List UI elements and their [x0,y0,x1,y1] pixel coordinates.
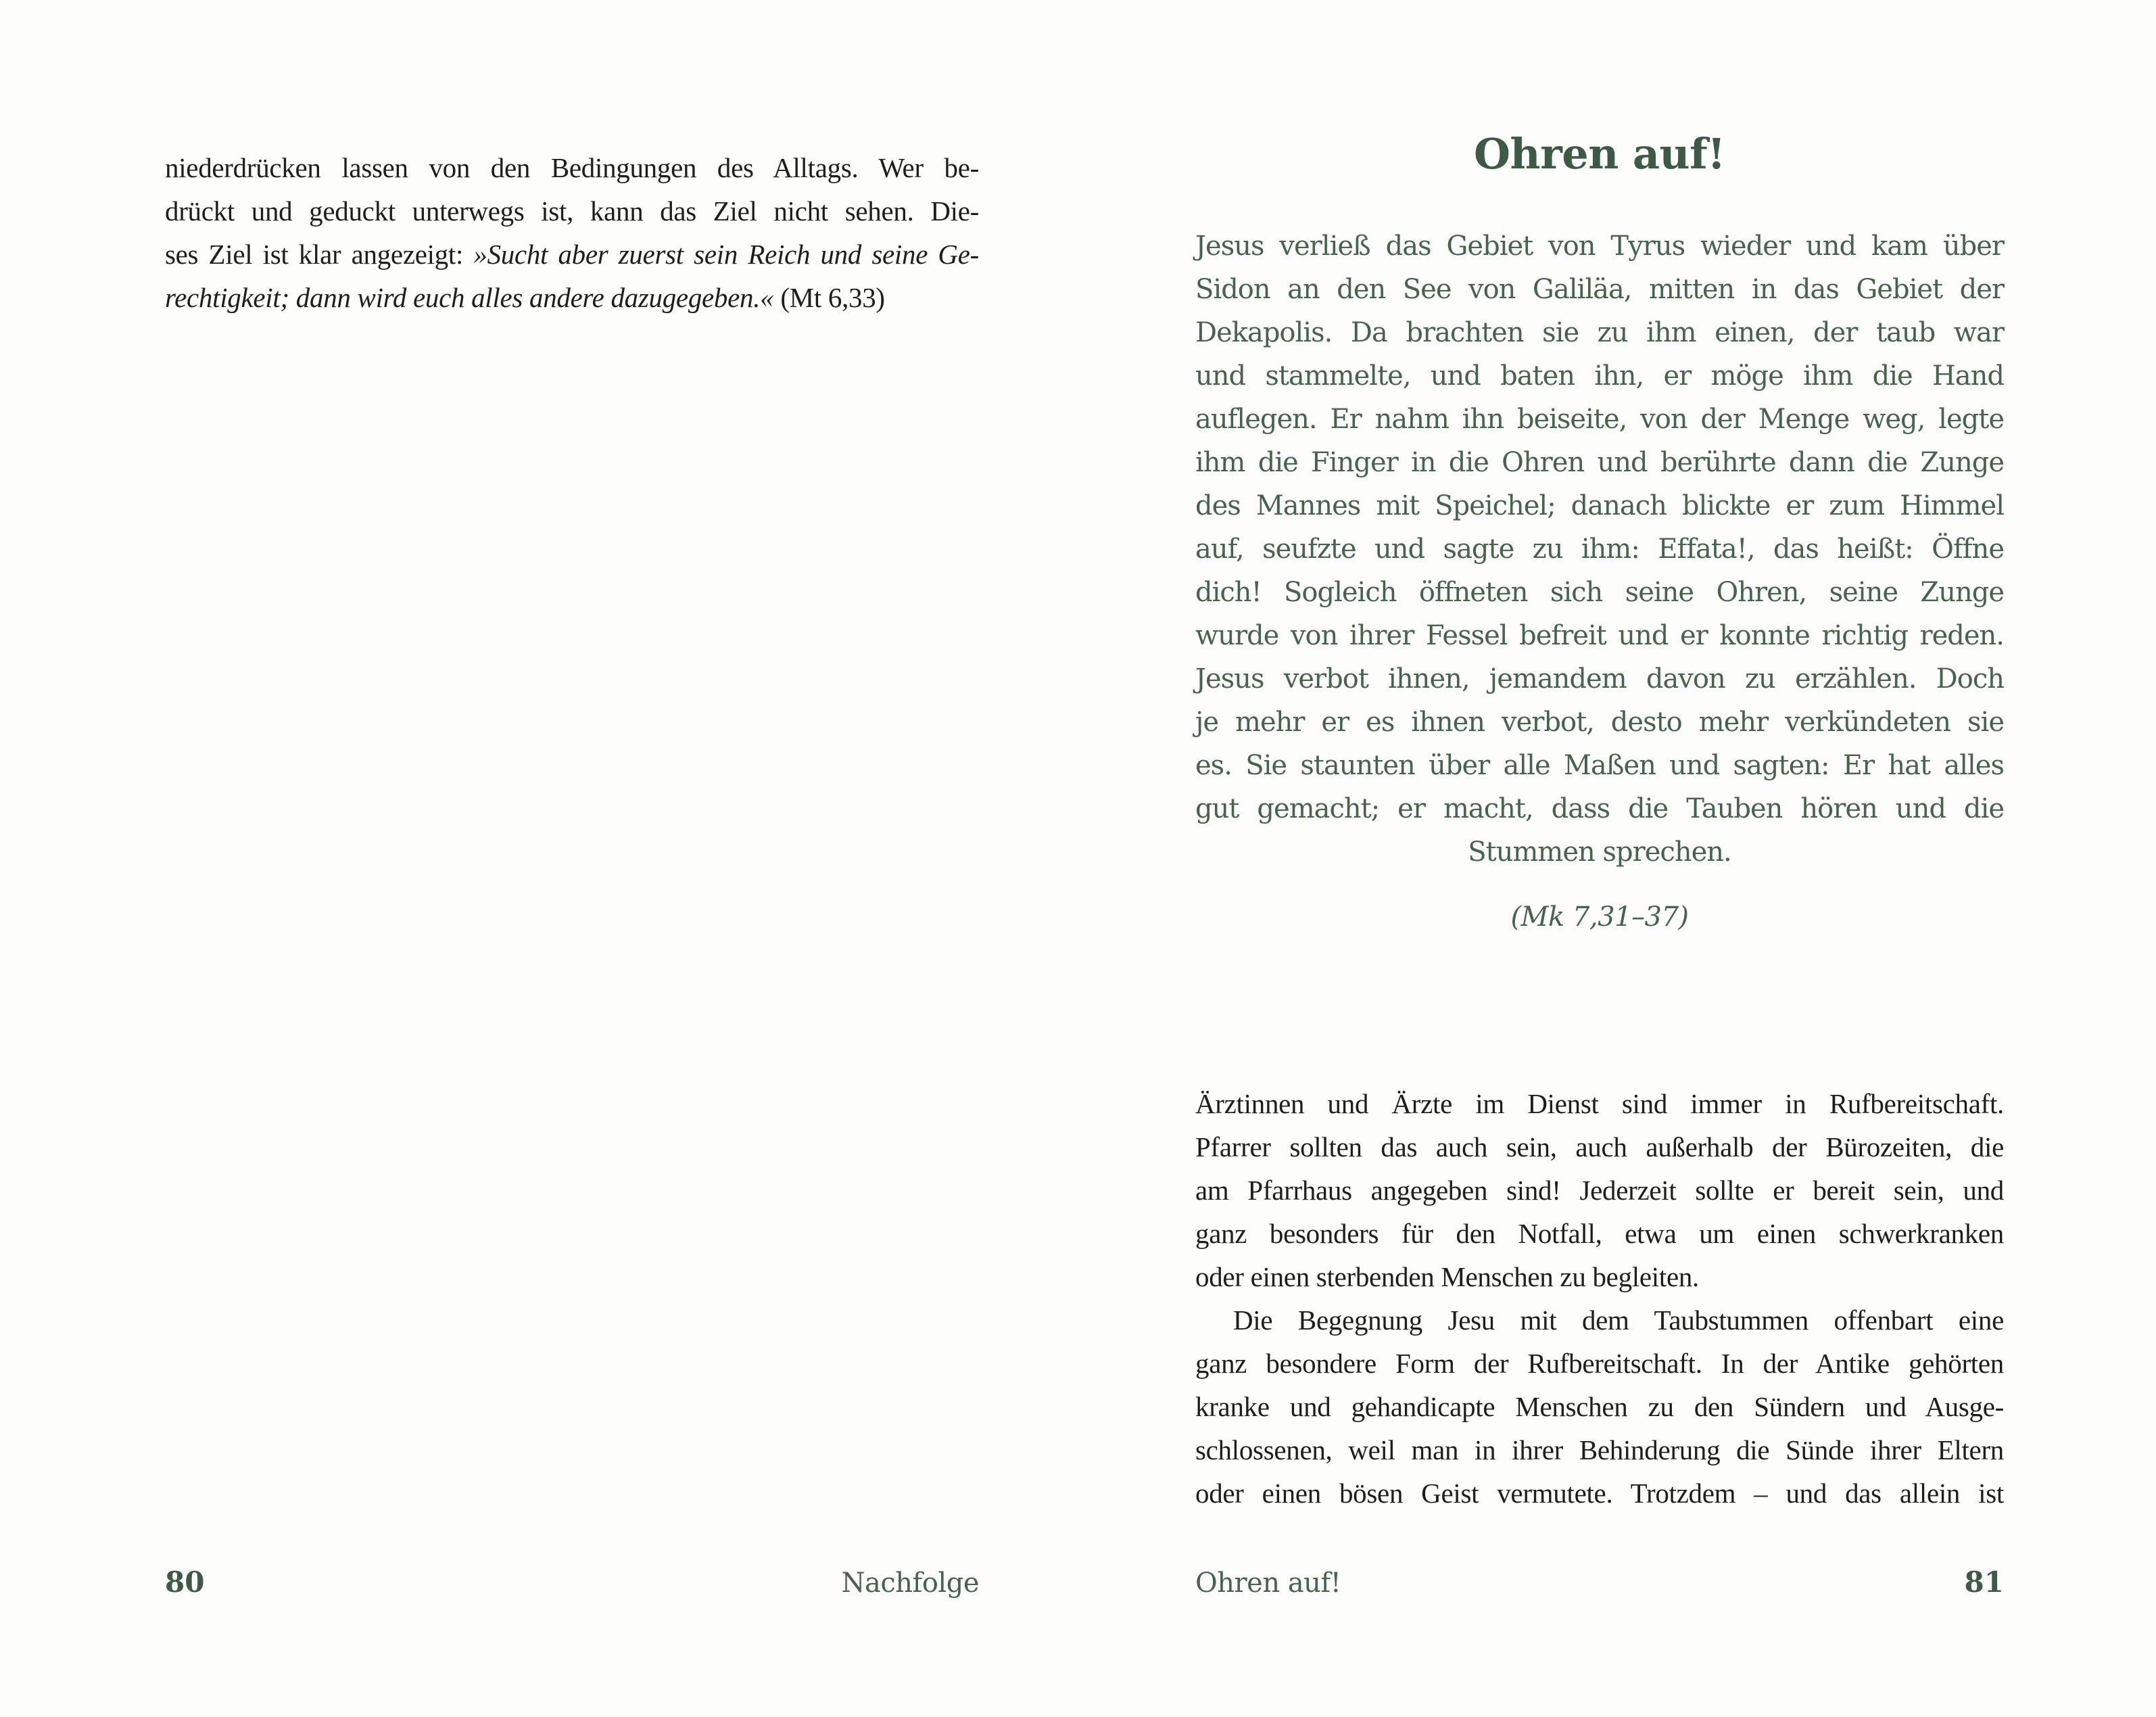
text-segment: Jesus verbot ihnen, jemandem davon zu erzählen. Doch [1195,663,2004,695]
page-number-left: 80 [165,1566,205,1599]
text-segment: (Mt 6,33) [773,282,885,313]
text-segment: ganz besonders für den Notfall, etwa um einen schwerkranken [1195,1218,2004,1249]
text-segment: Jesus verließ das Gebiet von Tyrus wieder und kam über [1195,231,2004,262]
text-line [1195,614,2004,657]
text-line [1195,354,2004,398]
text-segment: gut gemacht; er macht, dass die Tauben hören und die [1195,793,2004,824]
commentary-paragraph-1 [1195,1082,2004,1298]
page-right [1078,0,2156,1717]
text-segment: Ärztinnen und Ärzte im Dienst sind immer in Rufbereitschaft. [1195,1088,2004,1119]
text-segment: Stummen sprechen. [1468,837,1731,868]
scripture-reference: (Mk 7,31–37) [1510,901,1689,933]
running-title-left: Nachfolge [841,1568,979,1599]
text-line [165,276,979,319]
page-left-footer [165,1568,979,1598]
text-line [1195,441,2004,484]
text-line [1195,484,2004,527]
chapter-title: Ohren auf! [1474,129,1725,179]
text-line [1195,1125,2004,1169]
commentary-text [1195,1082,2004,1515]
text-segment: und stammelte, und baten ihn, er möge ihm die Hand [1195,360,2004,392]
text-segment: am Pfarrhaus angegeben sind! Jederzeit sollte er bereit sein, und [1195,1175,2004,1206]
text-segment: ses Ziel ist klar angezeigt: [165,239,474,270]
text-segment: drückt und geduckt unterwegs ist, kann das Ziel nicht sehen. Die- [165,195,979,227]
text-line [1195,1082,2004,1125]
text-line [1195,1212,2004,1255]
text-line [1195,1385,2004,1428]
page-number-right: 81 [1964,1566,2004,1599]
italic-text-segment: rechtigkeit; dann wird euch alles andere dazugegeben.« [165,282,774,313]
text-line [1195,787,2004,830]
text-line [1195,527,2004,571]
text-segment: dich! Sogleich öffneten sich seine Ohren, seine Zunge [1195,577,2004,608]
text-line [165,233,979,276]
text-line [1195,225,2004,268]
text-line [165,189,979,233]
text-line [1195,1298,2004,1342]
text-segment: Dekapolis. Da brachten sie zu ihm einen, der taub war [1195,317,2004,348]
text-segment: kranke und gehandicapte Menschen zu den Sündern und Ausge- [1195,1391,2004,1422]
text-segment: ganz besondere Form der Rufbereitschaft. In der Antike gehörten [1195,1348,2004,1379]
page-right-footer [1195,1568,2004,1598]
text-segment: ihm die Finger in die Ohren und berührte dann die Zunge [1195,447,2004,478]
text-segment: des Mannes mit Speichel; danach blickte er zum Himmel [1195,490,2004,521]
italic-text-segment: »Sucht aber zuerst sein Reich und seine Ge- [473,239,979,270]
text-segment: schlossenen, weil man in ihrer Behinderung die Sünde ihrer Eltern [1195,1434,2004,1465]
text-segment: oder einen sterbenden Menschen zu begleiten. [1195,1261,1700,1292]
text-line [1195,830,2004,874]
text-segment: es. Sie staunten über alle Maßen und sagten: Er hat alles [1195,750,2004,781]
text-segment: Die Begegnung Jesu mit dem Taubstummen offenbart eine [1233,1304,2004,1336]
text-line [1195,398,2004,441]
text-line [1195,1255,2004,1298]
text-line [165,146,979,189]
commentary-paragraph-2 [1195,1298,2004,1515]
text-line [1195,1428,2004,1472]
text-segment: auf, seufzte und sagte zu ihm: Effata!, das heißt: Öffne [1195,534,2004,565]
text-line [1195,744,2004,787]
text-line [1195,1342,2004,1385]
text-line [1195,1169,2004,1212]
text-segment: niederdrücken lassen von den Bedingungen des Alltags. Wer be- [165,152,979,183]
text-segment: auflegen. Er nahm ihn beiseite, von der Menge weg, legte [1195,404,2004,435]
text-segment: je mehr er es ihnen verbot, desto mehr verkündeten sie [1195,707,2004,738]
scripture-quote [1195,225,2004,874]
text-segment: Sidon an den See von Galiläa, mitten in das Gebiet der [1195,274,2004,305]
text-line [1195,657,2004,701]
text-line [1195,1472,2004,1515]
running-title-right: Ohren auf! [1195,1568,1341,1599]
text-segment: Pfarrer sollten das auch sein, auch außerhalb der Bürozeiten, die [1195,1131,2004,1162]
left-page-paragraph [165,146,979,319]
text-segment: wurde von ihrer Fessel befreit und er konnte richtig reden. [1195,620,2004,651]
text-line [1195,701,2004,744]
text-line [1195,311,2004,354]
text-line [1195,268,2004,311]
text-line [1195,571,2004,614]
text-segment: oder einen bösen Geist vermutete. Trotzdem – und das allein ist [1195,1478,2004,1509]
